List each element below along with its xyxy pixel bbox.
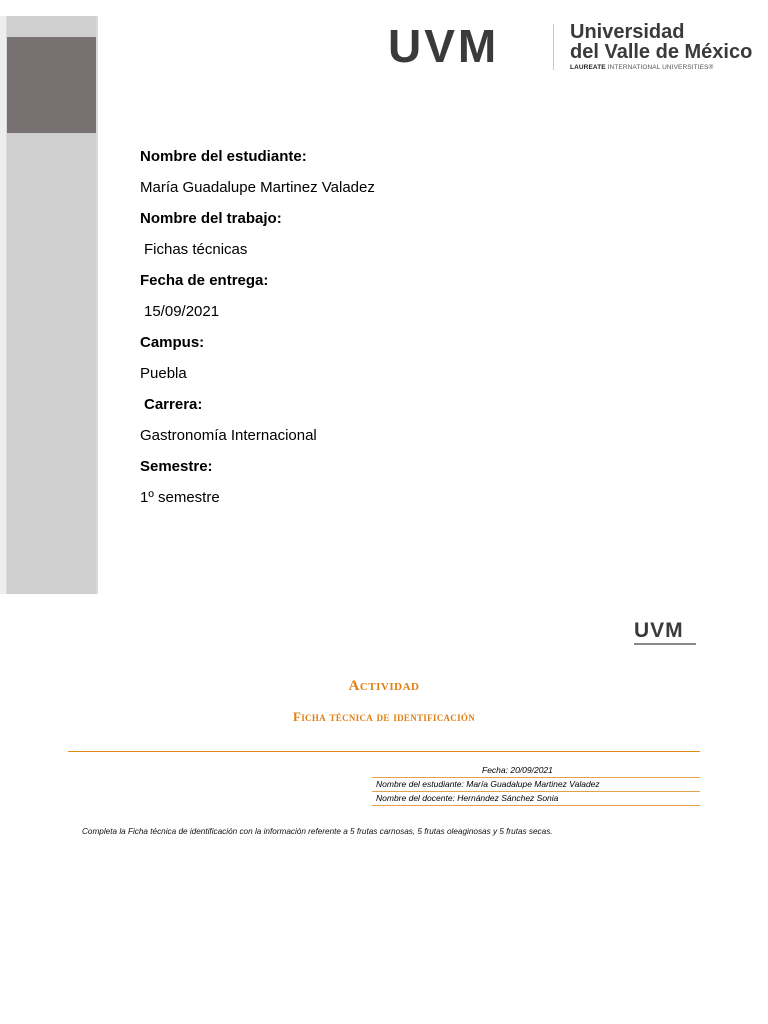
field-value-student: María Guadalupe Martinez Valadez (140, 179, 375, 196)
meta-date: Fecha: 20/09/2021 (372, 764, 700, 778)
activity-instructions: Completa la Ficha técnica de identificación con la información referente a 5 frutas carnosas, 5 frutas oleaginosas y 5 frutas secas. (82, 827, 553, 836)
logo-tagline-bold: LAUREATE (570, 64, 606, 71)
logo-tagline-rest: INTERNATIONAL UNIVERSITIES® (607, 64, 714, 71)
uvm-logo-small (634, 620, 698, 650)
logo-divider (553, 24, 554, 70)
field-label-student: Nombre del estudiante: (140, 148, 307, 165)
logo-small-wordmark: UVM (634, 619, 684, 642)
logo-university-name-2: del Valle de México (570, 41, 753, 63)
meta-student: Nombre del estudiante: María Guadalupe Martinez Valadez (372, 778, 700, 792)
field-value-semester: 1º semestre (140, 489, 220, 506)
activity-page (0, 594, 768, 1024)
field-value-date: 15/09/2021 (144, 303, 220, 320)
field-value-career: Gastronomía Internacional (140, 427, 317, 444)
field-label-work: Nombre del trabajo: (140, 210, 282, 227)
field-label-campus: Campus: (140, 334, 205, 351)
field-value-work: Fichas técnicas (144, 241, 248, 258)
field-label-semester: Semestre: (140, 458, 213, 475)
activity-subtitle: Ficha técnica de identificación (292, 709, 475, 724)
activity-meta (372, 764, 700, 806)
side-band-edge (0, 16, 6, 594)
field-label-career: Carrera: (144, 396, 203, 413)
logo-wordmark: UVM (388, 20, 500, 72)
student-info (140, 146, 660, 518)
activity-title: Actividad (348, 678, 420, 694)
header-rule (68, 751, 700, 752)
side-accent-block (7, 37, 96, 133)
meta-teacher: Nombre del docente: Hernández Sánchez Sonia (372, 792, 700, 806)
logo-university-name-1: Universidad (570, 21, 685, 43)
uvm-logo (388, 16, 768, 76)
field-value-campus: Puebla (140, 365, 187, 382)
logo-tagline (570, 64, 713, 71)
field-label-date: Fecha de entrega: (140, 272, 269, 289)
logo-small-tagline-bar (634, 643, 696, 645)
